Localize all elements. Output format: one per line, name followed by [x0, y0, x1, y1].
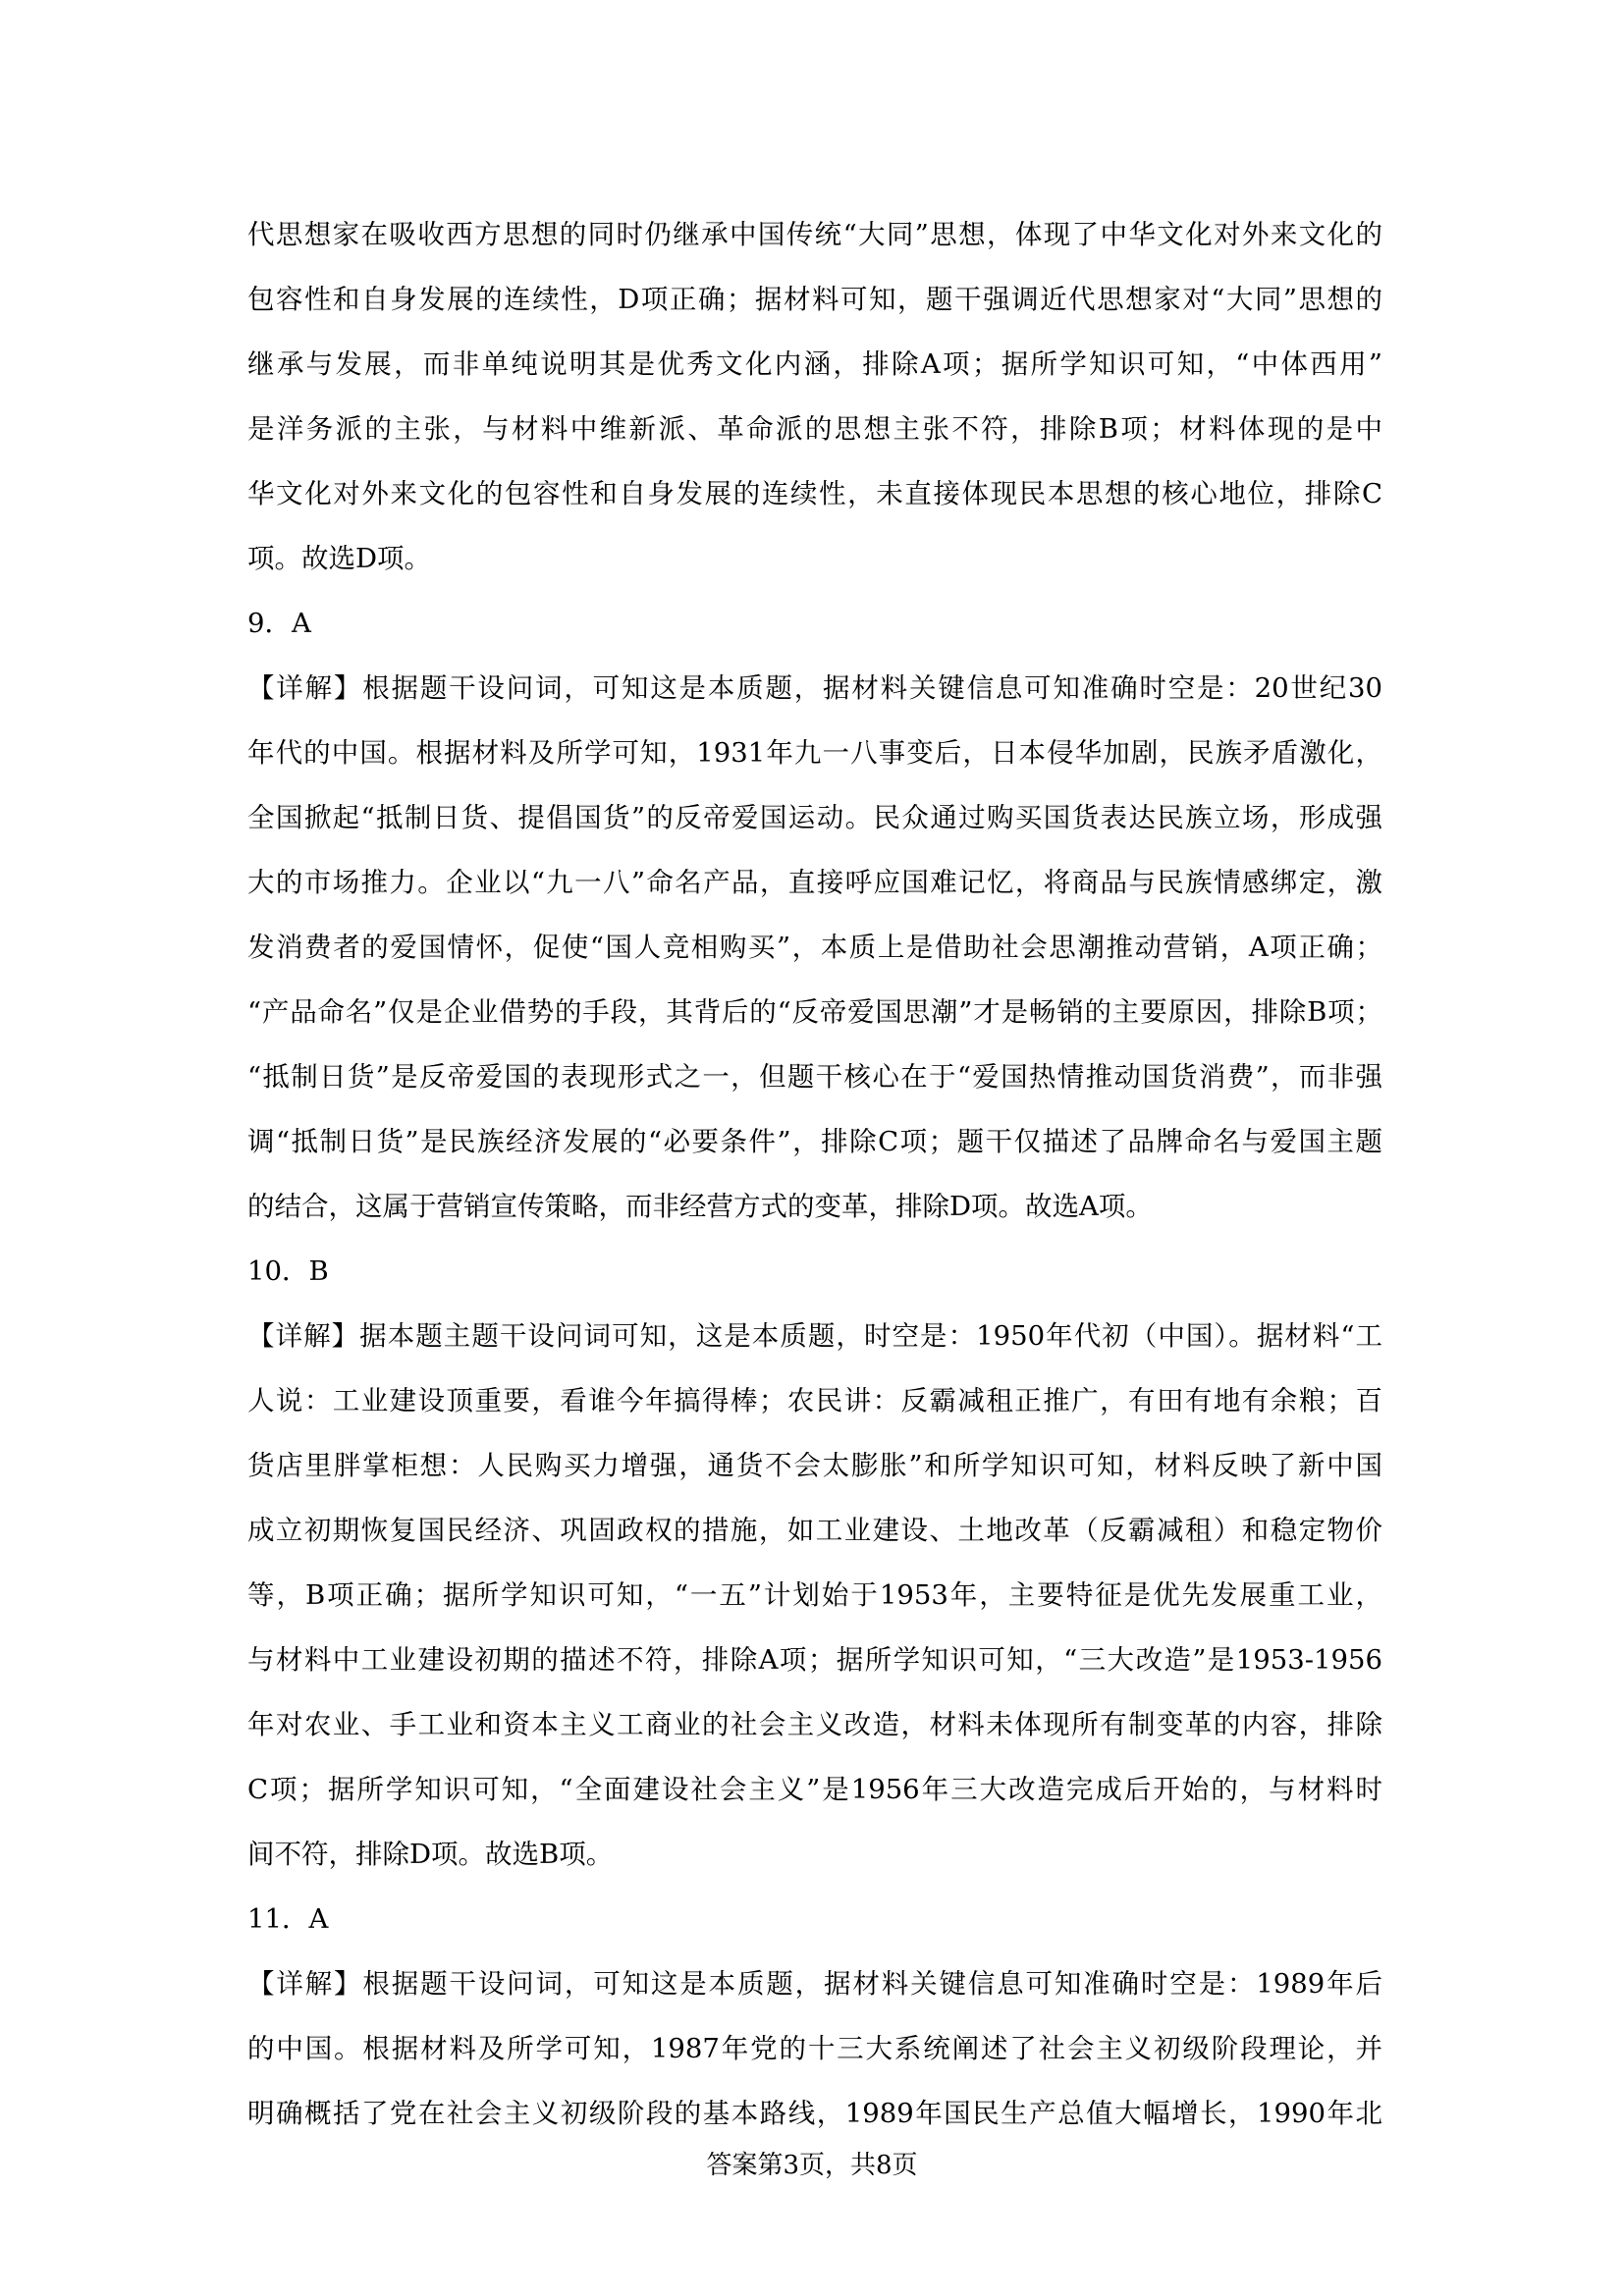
text-line: 年对农业、手工业和资本主义工商业的社会主义改造，材料未体现所有制变革的内容，排除	[247, 1709, 1382, 1740]
text-line: 间不符，排除D项。故选B项。	[247, 1839, 614, 1870]
answer-9-explanation	[247, 656, 1382, 1239]
text-line: C项；据所学知识可知，“全面建设社会主义”是1956年三大改造完成后开始的，与材料时	[247, 1774, 1382, 1805]
text-line: 的中国。根据材料及所学可知，1987年党的十三大系统阐述了社会主义初级阶段理论，并	[247, 2033, 1382, 2064]
page-footer: 答案第3页，共8页	[706, 2151, 918, 2180]
text-line: 人说：工业建设顶重要，看谁今年搞得棒；农民讲：反霸减租正推广，有田有地有余粮；百	[247, 1385, 1382, 1416]
text-line: 的结合，这属于营销宣传策略，而非经营方式的变革，排除D项。故选A项。	[247, 1191, 1153, 1222]
text-line: 华文化对外来文化的包容性和自身发展的连续性，未直接体现民本思想的核心地位，排除C	[247, 478, 1382, 509]
text-line: 项。故选D项。	[247, 543, 432, 574]
answer-10-heading: 10．B	[247, 1255, 329, 1287]
text-line: 【详解】根据题干设问词，可知这是本质题，据材料关键信息可知准确时空是：1989年后	[247, 1968, 1382, 2000]
text-line: 包容性和自身发展的连续性，D项正确；据材料可知，题干强调近代思想家对“大同”思想的	[247, 284, 1382, 315]
text-line: 代思想家在吸收西方思想的同时仍继承中国传统“大同”思想，体现了中华文化对外来文化的	[247, 219, 1382, 250]
text-line: “抵制日货”是反帝爱国的表现形式之一，但题干核心在于“爱国热情推动国货消费”，而非强	[247, 1061, 1382, 1093]
text-line: 年代的中国。根据材料及所学可知，1931年九一八事变后，日本侵华加剧，民族矛盾激化，	[247, 737, 1382, 769]
text-line: 【详解】根据题干设问词，可知这是本质题，据材料关键信息可知准确时空是：20世纪30	[247, 672, 1382, 704]
answer-11-heading: 11．A	[247, 1903, 329, 1935]
text-line: 【详解】据本题主题干设问词可知，这是本质题，时空是：1950年代初（中国）。据材料“工	[247, 1320, 1382, 1352]
text-line: 是洋务派的主张，与材料中维新派、革命派的思想主张不符，排除B项；材料体现的是中	[247, 413, 1382, 445]
text-line: 等，B项正确；据所学知识可知，“一五”计划始于1953年，主要特征是优先发展重工业，	[247, 1579, 1382, 1611]
intro-paragraph	[247, 202, 1382, 591]
answer-11-explanation	[247, 1951, 1382, 2146]
text-line: 大的市场推力。企业以“九一八”命名产品，直接呼应国难记忆，将商品与民族情感绑定，激	[247, 867, 1382, 898]
text-line: “产品命名”仅是企业借势的手段，其背后的“反帝爱国思潮”才是畅销的主要原因，排除B项；	[247, 996, 1382, 1028]
text-line: 调“抵制日货”是民族经济发展的“必要条件”，排除C项；题干仅描述了品牌命名与爱国主题	[247, 1126, 1382, 1157]
text-line: 全国掀起“抵制日货、提倡国货”的反帝爱国运动。民众通过购买国货表达民族立场，形成强	[247, 802, 1382, 833]
text-line: 货店里胖掌柜想：人民购买力增强，通货不会太膨胀”和所学知识可知，材料反映了新中国	[247, 1450, 1382, 1481]
answer-9-heading: 9．A	[247, 608, 311, 639]
text-line: 成立初期恢复国民经济、巩固政权的措施，如工业建设、土地改革（反霸减租）和稳定物价	[247, 1515, 1382, 1546]
text-line: 发消费者的爱国情怀，促使“国人竞相购买”，本质上是借助社会思潮推动营销，A项正确；	[247, 932, 1382, 963]
text-line: 继承与发展，而非单纯说明其是优秀文化内涵，排除A项；据所学知识可知，“中体西用”	[247, 348, 1382, 380]
answer-10-explanation	[247, 1304, 1382, 1887]
text-line: 明确概括了党在社会主义初级阶段的基本路线，1989年国民生产总值大幅增长，1990年北	[247, 2098, 1382, 2129]
text-line: 与材料中工业建设初期的描述不符，排除A项；据所学知识可知，“三大改造”是1953-1956	[247, 1644, 1382, 1676]
page-content	[247, 202, 1382, 2146]
